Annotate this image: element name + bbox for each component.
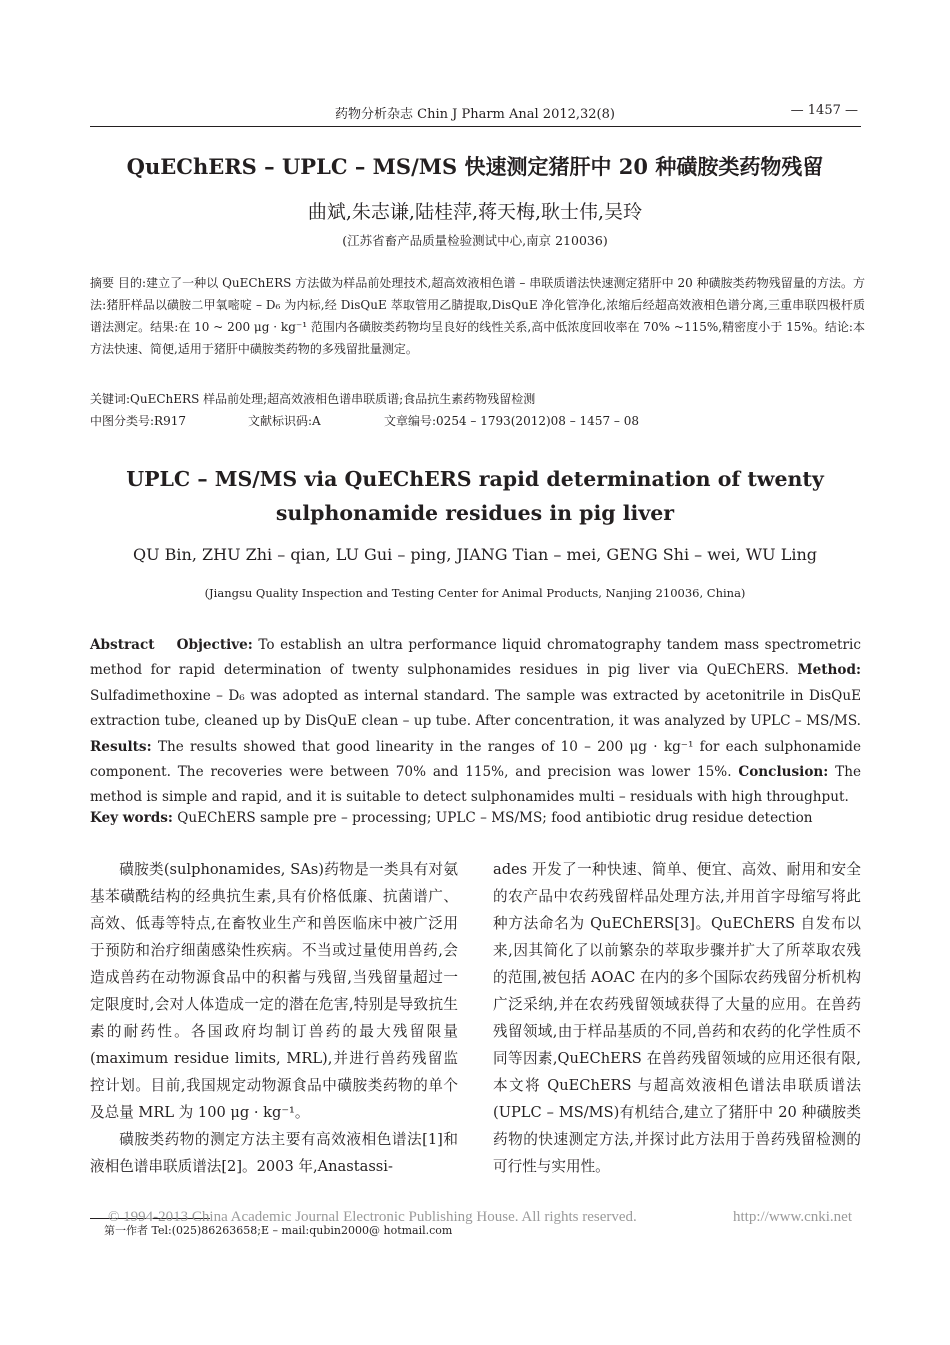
abstract-label: Abstract (90, 637, 155, 653)
method-label: Method: (797, 662, 861, 679)
english-abstract (90, 633, 861, 811)
chinese-authors: 曲斌,朱志谦,陆桂萍,蒋天梅,耿士伟,吴玲 (307, 201, 643, 223)
results-label: Results: (90, 738, 152, 755)
chinese-abstract: 摘要 目的:建立了一种以 QuEChERS 方法做为样品前处理技术,超高效液相色谱 – 串联质谱法快速测定猪肝中 20 种磺胺类药物残留量的方法。方法:猪肝样品以磺胺二甲氧嘧啶 – D₆ 为内标,经 DisQuE 萃取管用乙腈提取,DisQuE 净化管净化,浓缩后经超高效液相色谱分离,三重串联四极杆质谱法测定。结果:在 10 ~ 200 μg · kg⁻¹ 范围内各磺胺类药物均呈良好的线性关系,高中低浓度回收率在 70% ~115%,精密度小于 15%。结论:本方法快速、简便,适用于猪肝中磺胺类药物的多残留批量测定。 (90, 276, 865, 356)
method-text: Sulfadimethoxine – D₆ was adopted as internal standard. The sample was extracted by acetonitrile in DisQuE extraction tube, cleaned up by DisQuE clean – up tube. After concentration, it was analyzed by UPLC – MS/MS. (90, 687, 861, 730)
running-header-page-number: — 1457 — (790, 103, 858, 118)
english-title (0, 462, 950, 530)
article-number: 文章编号:0254 – 1793(2012)08 – 1457 – 08 (384, 414, 639, 428)
results-text: The results showed that good linearity in the ranges of 10 – 200 μg · kg⁻¹ for each sulphonamide component. The recoveries were between 70% and 115%, and precision was lower 15%. (90, 738, 861, 781)
document-code: 文献标识码:A (248, 414, 321, 428)
body-paragraph: 磺胺类(sulphonamides, SAs)药物是一类具有对氨基苯磺酰结构的经典抗生素,具有价格低廉、抗菌谱广、高效、低毒等特点,在畜牧业生产和兽医临床中被广泛用于预防和治疗细菌感染性疾病。不当或过量使用兽药,会造成兽药在动物源食品中的积蓄与残留,当残留量超过一定限度时,会对人体造成一定的潜在危害,特别是导致抗生素的耐药性。各国政府均制订兽药的最大残留限量(maximum residue limits, MRL),并进行兽药残留监控计划。目前,我国规定动物源食品中磺胺类药物的单个及总量 MRL 为 100 μg · kg⁻¹。 (90, 861, 458, 1121)
conclusion-label: Conclusion: (738, 764, 829, 781)
english-keywords (90, 810, 861, 826)
chinese-keywords: 关键词:QuEChERS 样品前处理;超高效液相色谱串联质谱;食品抗生素药物残留检测 (90, 392, 536, 406)
english-title-line-1: UPLC – MS/MS via QuEChERS rapid determination of twenty (126, 467, 824, 491)
header-divider (90, 126, 861, 127)
watermark-text: © 1994-2013 China Academic Journal Electronic Publishing House. All rights reserved. (108, 1209, 637, 1225)
body-paragraph: ades 开发了一种快速、简单、便宜、高效、耐用和安全的农产品中农药残留样品处理方法,并用首字母缩写将此种方法命名为 QuEChERS[3]。QuEChERS 自发布以来,因其简化了以前繁杂的萃取步骤并扩大了所萃取农残的范围,被包括 AOAC 在内的多个国际农药残留分析机构广泛采纳,并在农药残留领域获得了大量的应用。在兽药残留领域,由于样品基质的不同,兽药和农药的化学性质不同等因素,QuEChERS 在兽药残留领域的应用还很有限,本文将 QuEChERS 与超高效液相色谱法串联质谱法(UPLC – MS/MS)有机结合,建立了猪肝中 20 种磺胺类药物的快速测定方法,并探讨此方法用于兽药残留检测的可行性与实用性。 (493, 861, 861, 1175)
objective-label: Objective: (176, 637, 253, 653)
clc-number: 中图分类号:R917 (90, 414, 186, 428)
body-paragraph: 磺胺类药物的测定方法主要有高效液相色谱法[1]和液相色谱串联质谱法[2]。2003 年,Anastassi- (90, 1131, 458, 1175)
keywords-text: QuEChERS sample pre – processing; UPLC – MS/MS; food antibiotic drug residue detection (177, 810, 813, 826)
classification-line (90, 410, 865, 432)
author-footnote: 第一作者 Tel:(025)86263658;E – mail:qubin2000@ hotmail.com (104, 1224, 453, 1237)
english-authors: QU Bin, ZHU Zhi – qian, LU Gui – ping, JIANG Tian – mei, GENG Shi – wei, WU Ling (132, 545, 818, 564)
english-affiliation: (Jiangsu Quality Inspection and Testing Center for Animal Products, Nanjing 210036, China) (204, 586, 746, 600)
running-header-journal: 药物分析杂志 Chin J Pharm Anal 2012,32(8) (335, 107, 615, 122)
english-title-line-2: sulphonamide residues in pig liver (275, 501, 675, 525)
keywords-label: Key words: (90, 810, 173, 826)
objective-text: To establish an ultra performance liquid chromatography tandem mass spectrometric method for rapid determination of twenty sulphonamides residues in pig liver via QuEChERS. (90, 637, 861, 679)
body-left-column (90, 856, 458, 1180)
conclusion-text: The method is simple and rapid, and it is suitable to detect sulphonamides multi – residuals with high throughput. (90, 764, 862, 806)
chinese-affiliation: (江苏省畜产品质量检验测试中心,南京 210036) (342, 233, 608, 248)
watermark-url[interactable]: http://www.cnki.net (733, 1209, 853, 1225)
body-right-column (493, 856, 861, 1180)
chinese-title: QuEChERS – UPLC – MS/MS 快速测定猪肝中 20 种磺胺类药物残留 (126, 154, 824, 179)
